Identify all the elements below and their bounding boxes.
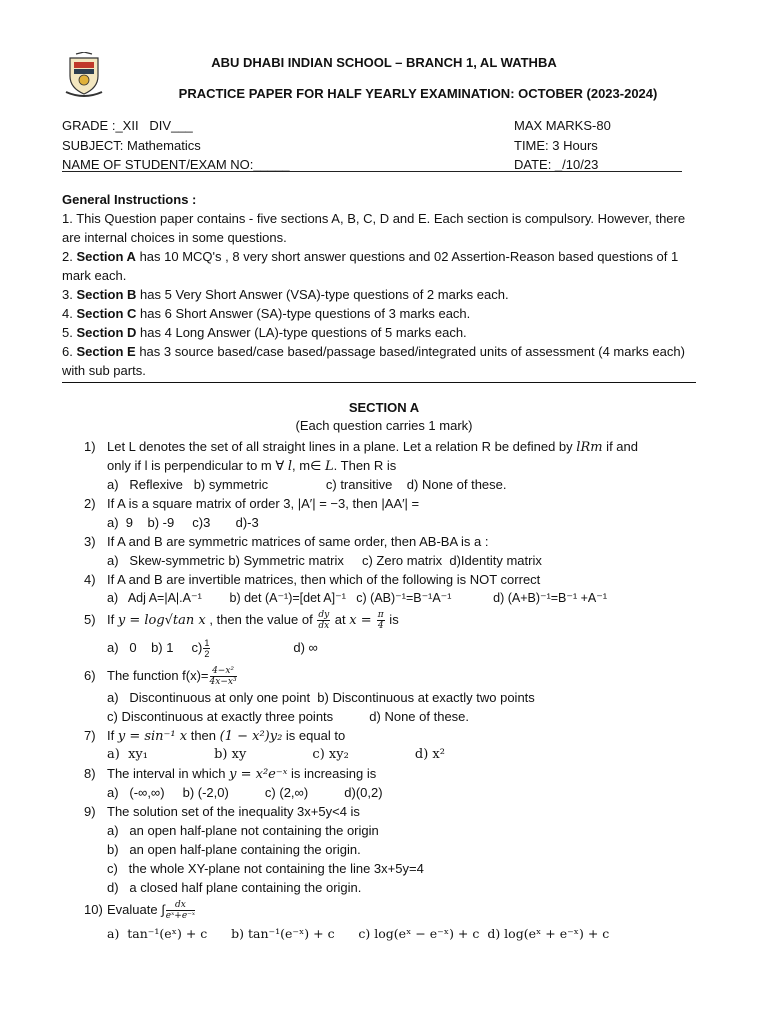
question-10-options: a) tan⁻¹(eˣ) + c b) tan⁻¹(e⁻ˣ) + c c) log(eˣ − e⁻ˣ) + c d) log(eˣ + e⁻ˣ) + c [107,926,610,941]
question-2-options: a) 9 b) -9 c)3 d)-3 [107,515,259,530]
instruction-5: 5. Section D has 4 Long Answer (LA)-type questions of 5 marks each. [62,325,467,340]
question-4: 4) If A and B are invertible matrices, then which of the following is NOT correct [84,572,541,587]
question-9-option-a: a) an open half-plane not containing the origin [107,823,379,838]
integral-fraction: $\frac{dx}{\text{eˣ+e⁻ˣ}}$ [165,900,196,922]
section-title: SECTION A [348,400,420,415]
general-instructions [62,190,702,380]
question-7: 7) If y = sin⁻¹ x then (1 − x²)y₂ is equal to [84,728,346,744]
school-name: ABU DHABI INDIAN SCHOOL – BRANCH 1, AL WATHBA [211,55,557,70]
question-7-options: a) xy₁ b) xy c) xy₂ d) x² [107,747,445,762]
question-6-options-2: c) Discontinuous at exactly three points d) None of these. [107,709,470,724]
instruction-3: 3. Section B has 5 Very Short Answer (VSA)-type questions of 2 marks each. [62,287,509,302]
instruction-2: 2. Section A has 10 MCQ's , 8 very short answer questions and 02 Assertion-Reason based questions of 1 mark each. [62,249,679,283]
question-9-option-d: d) a closed half plane containing the origin. [107,880,362,895]
student-meta [62,116,290,175]
header-underline [62,171,682,172]
question-8-options: a) (-∞,∞) b) (-2,0) c) (2,∞) d)(0,2) [107,785,383,800]
instruction-6: 6. Section E has 3 source based/case based/passage based/integrated units of assessment (4 marks each) with sub parts. [62,344,685,378]
function-fraction: $\frac{\text{4−x²}}{\text{4x−x³}}$ [209,666,237,688]
instructions-heading: General Instructions : [62,192,197,207]
question-9: 9) The solution set of the inequality 3x+5y<4 is [84,804,360,819]
half-fraction: $\frac{1}{2}$ [204,638,210,660]
question-9-option-b: b) an open half-plane containing the origin. [107,842,361,857]
question-1-line-2: only if l is perpendicular to m ∀ l, m∈ L. Then R is [107,458,397,474]
paper-title: PRACTICE PAPER FOR HALF YEARLY EXAMINATION: OCTOBER (2023-2024) [178,86,658,101]
question-10: 10) Evaluate ∫ $\frac{dx}{\text{eˣ+e⁻ˣ}}$ [84,900,196,922]
instruction-1: 1. This Question paper contains - five sections A, B, C, D and E. Each section is compulsory. However, there are internal choices in some questions. [62,211,686,245]
question-4-options: a) Adj A=|A|.A⁻¹ b) det (A⁻¹)=[det A]⁻¹ c) (AB)⁻¹=B⁻¹A⁻¹ d) (A+B)⁻¹=B⁻¹ +A⁻¹ [107,591,608,605]
student-name-line: NAME OF STUDENT/EXAM NO:_____ [62,157,290,172]
question-6: 6) The function f(x)= $\frac{\text{4−x²}}{\text{4x−x³}}$ [84,666,237,688]
pi-over-4-fraction: $\frac{\pi}{4}$ [377,610,384,632]
dy-dx-fraction: $\frac{dy}{dx}$ [318,610,330,632]
question-5: 5) If y = log√tan x , then the value of $\frac{dy}{dx}$ at x = $\frac{\pi}{4}$ is [84,610,399,632]
exam-meta [514,116,611,175]
subject-line: SUBJECT: Mathematics [62,137,201,153]
exam-date: DATE: _/10/23 [514,157,599,172]
section-subtitle: (Each question carries 1 mark) [295,418,473,433]
question-6-options-1: a) Discontinuous at only one point b) Discontinuous at exactly two points [107,690,535,705]
grade-line: GRADE :_XII DIV___ [62,118,193,133]
question-3: 3) If A and B are symmetric matrices of same order, then AB-BA is a : [84,534,489,549]
instruction-4: 4. Section C has 6 Short Answer (SA)-type questions of 3 marks each. [62,306,471,321]
question-1-options: a) Reflexive b) symmetric c) transitive d) None of these. [107,477,507,492]
question-5-options: a) 0 b) 1 c) $\frac{1}{2}$ d) ∞ [107,638,318,660]
question-2: 2) If A is a square matrix of order 3, |A′| = −3, then |AA′| = [84,496,420,511]
section-divider [62,382,696,383]
question-8: 8) The interval in which y = x²e⁻ˣ is increasing is [84,766,377,782]
question-3-options: a) Skew-symmetric b) Symmetric matrix c) Zero matrix d)Identity matrix [107,553,542,568]
exam-time: TIME: 3 Hours [514,137,598,153]
question-1: 1) Let L denotes the set of all straight lines in a plane. Let a relation R be defined by lRm if and [84,439,638,455]
max-marks: MAX MARKS-80 [514,118,611,133]
question-9-option-c: c) the whole XY-plane not containing the line 3x+5y=4 [107,861,424,876]
